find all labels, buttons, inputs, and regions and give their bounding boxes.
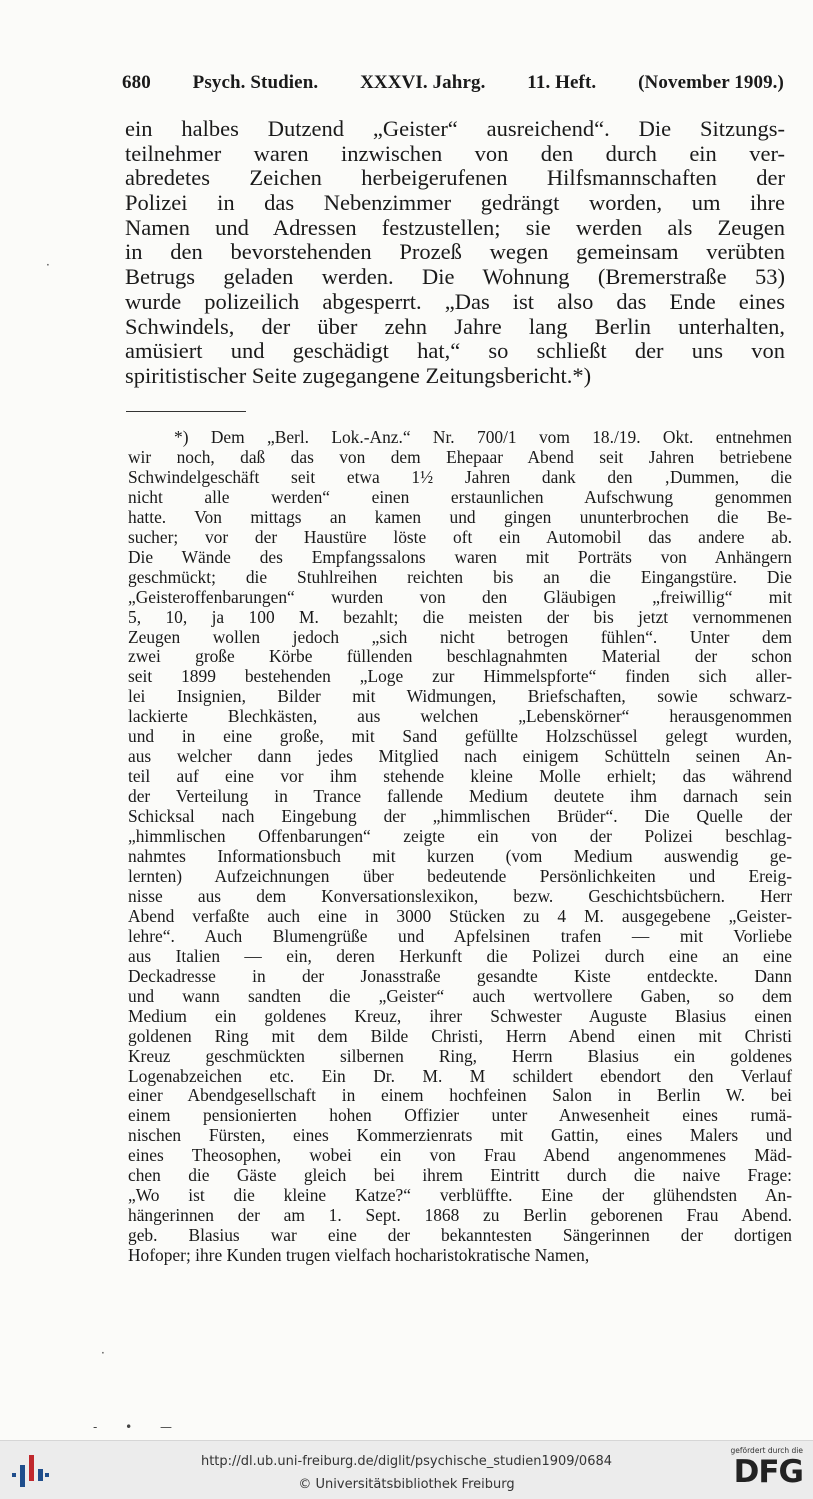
footnote-line: zwei große Körbe füllenden beschlagnahmten Material der schon [128, 646, 792, 667]
footnote-line: Schwindelgeschäft seit etwa 1½ Jahren dank den ‚Dummen, die [128, 466, 792, 487]
footnote-line: hatte. Von mittags an kamen und gingen ununterbrochen die Be- [128, 506, 792, 527]
footnote-line: aus Italien — ein, deren Herkunft die Polizei durch eine an eine [128, 945, 792, 966]
footnote-line: nischen Fürsten, eines Kommerzienrats mit Gattin, eines Malers und [128, 1125, 792, 1146]
margin-speck: · [101, 1346, 105, 1360]
footnote-line: Deckadresse in der Jonasstraße gesandte Kiste entdeckte. Dann [128, 965, 792, 986]
footnote-line: „Geisteroffenbarungen“ wurden von den Gläubigen „freiwillig“ mit [128, 586, 792, 607]
footnote-line: der Verteilung in Trance fallende Medium deutete ihm darnach sein [128, 786, 792, 807]
footnote-line: lackierte Blechkästen, aus welchen „Lebenskörner“ herausgenommen [128, 706, 792, 727]
footnote-line: Abend verfaßte auch eine in 3000 Stücken zu 4 M. ausgegebene „Geister- [128, 905, 792, 926]
footnote-line: Hofoper; ihre Kunden trugen vielfach hocharistokratische Namen, [128, 1245, 590, 1266]
footnote-line: einer Abendgesellschaft in einem hochfeinen Salon in Berlin W. bei [128, 1085, 792, 1106]
dfg-sponsor-logo [717, 1446, 803, 1496]
journal-title: Psych. Studien. [192, 72, 319, 93]
viewer-footer [0, 1440, 813, 1499]
footnote-line: goldenen Ring mit dem Bilde Christi, Herrn Abend einen mit Christi [128, 1025, 792, 1046]
body-line: Betrugs geladen werden. Die Wohnung (Bremerstraße 53) [125, 264, 785, 290]
body-line: spiritistischer Seite zugegangene Zeitungsbericht.*) [125, 362, 592, 388]
footnote-line: *) Dem „Berl. Lok.-Anz.“ Nr. 700/1 vom 18./19. Okt. entnehmen [174, 427, 792, 447]
footnote-line: seit 1899 bestehenden „Loge zur Himmelspforte“ finden sich aller- [128, 666, 792, 687]
footnote-line: nahmtes Informationsbuch mit kurzen (vom Medium auswendig ge- [128, 846, 792, 867]
footnote [128, 428, 792, 1266]
body-line: Polizei in das Nebenzimmer gedrängt worden, um ihre [125, 190, 785, 216]
page-number: 680 [122, 72, 151, 93]
margin-speck: · [46, 258, 50, 272]
footnote-line: und in eine große, mit Sand gefüllte Holzschüssel gelegt wurden, [128, 726, 792, 747]
body-text [125, 117, 785, 389]
footnote-line: nicht alle werden“ einen erstaunlichen Aufschwung genommen [128, 486, 792, 507]
footnote-line: teil auf eine vor ihm stehende kleine Molle erhielt; das während [128, 766, 792, 787]
footnote-line: sucher; vor der Haustüre löste oft ein Automobil das andere ab. [128, 526, 792, 547]
footnote-line: Medium ein goldenes Kreuz, ihrer Schwester Auguste Blasius einen [128, 1005, 792, 1026]
permalink-url[interactable]: http://dl.ub.uni-freiburg.de/diglit/psychische_studien1909/0684 [200, 1454, 613, 1469]
footnote-line: Zeugen wollen jedoch „sich nicht betrogen fühlen“. Unter dem [128, 626, 792, 647]
body-line: amüsiert und geschädigt hat,“ so schließt der uns von [125, 338, 785, 364]
footnote-line: nisse aus dem Konversationslexikon, bezw. Geschichtsbüchern. Herr [128, 885, 792, 906]
footnote-line: „himmlischen Offenbarungen“ zeigte ein von der Polizei beschlag- [128, 826, 792, 847]
footnote-line: Logenabzeichen etc. Ein Dr. M. M schildert ebendort den Verlauf [128, 1065, 792, 1086]
running-header [122, 72, 784, 94]
footnote-line: wir noch, daß das von dem Ehepaar Abend seit Jahren betriebene [128, 446, 792, 467]
footnote-line: aus welcher dann jedes Mitglied nach einigem Schütteln seinen An- [128, 746, 792, 767]
issue-label: 11. Heft. [527, 72, 597, 93]
footnote-line: Kreuz geschmückten silbernen Ring, Herrn Blasius ein goldenes [128, 1045, 792, 1066]
volume-label: XXXVI. Jahrg. [360, 72, 486, 93]
issue-date: (November 1909.) [638, 72, 784, 93]
footnote-line: lernten) Aufzeichnungen über bedeutende Persönlichkeiten und Ereig- [128, 865, 792, 886]
body-line: teilnehmer waren inzwischen von den durch ein ver- [125, 140, 785, 166]
footnote-line: geschmückt; die Stuhlreihen reichten bis an die Eingangstüre. Die [128, 566, 792, 587]
footnote-line: Schicksal nach Eingebung der „himmlischen Brüder“. Die Quelle der [128, 806, 792, 827]
footnote-line: chen die Gäste gleich bei ihrem Eintritt durch die naive Frage: [128, 1165, 792, 1186]
footnote-line: hängerinnen der am 1. Sept. 1868 zu Berlin geborenen Frau Abend. [128, 1205, 792, 1226]
footnote-line: lei Insignien, Bilder mit Widmungen, Briefschaften, sowie schwarz- [128, 686, 792, 707]
body-line: Schwindels, der über zehn Jahre lang Berlin unterhalten, [125, 313, 785, 339]
body-line: Namen und Adressen festzustellen; sie werden als Zeugen [125, 214, 785, 240]
body-line: abredetes Zeichen herbeigerufenen Hilfsmannschaften der [125, 165, 785, 191]
dfg-logo-text: DFG [733, 1454, 803, 1490]
body-line: in den bevorstehenden Prozeß wegen gemeinsam verübten [125, 239, 785, 265]
footnote-line: einem pensionierten hohen Offizier unter Anwesenheit eines rumä- [128, 1105, 792, 1126]
footnote-line: 5, 10, ja 100 M. bezahlt; die meisten der bis jetzt vernommenen [128, 606, 792, 627]
body-line: ein halbes Dutzend „Geister“ ausreichend“. Die Sitzungs- [125, 116, 785, 141]
footnote-line: „Wo ist die kleine Katze?“ verblüffte. Eine der glühendsten An- [128, 1185, 792, 1206]
footnote-separator [126, 411, 246, 412]
margin-speck: - • — [93, 1420, 185, 1434]
dfg-caption: gefördert durch die [730, 1446, 803, 1455]
footnote-line: lehre“. Auch Blumengrüße und Apfelsinen trafen — mit Vorliebe [128, 925, 792, 946]
footnote-line: und wann sandten die „Geister“ auch wertvollere Gaben, so dem [128, 985, 792, 1006]
footnote-line: Die Wände des Empfangssalons waren mit Porträts von Anhängern [128, 546, 792, 567]
body-line: wurde polizeilich abgesperrt. „Das ist also das Ende eines [125, 288, 785, 314]
footnote-line: geb. Blasius war eine der bekanntesten Sängerinnen der dortigen [128, 1225, 792, 1246]
footnote-line: eines Theosophen, wobei ein von Frau Abend angenommenes Mäd- [128, 1145, 792, 1166]
copyright-notice: © Universitätsbibliothek Freiburg [298, 1477, 515, 1492]
